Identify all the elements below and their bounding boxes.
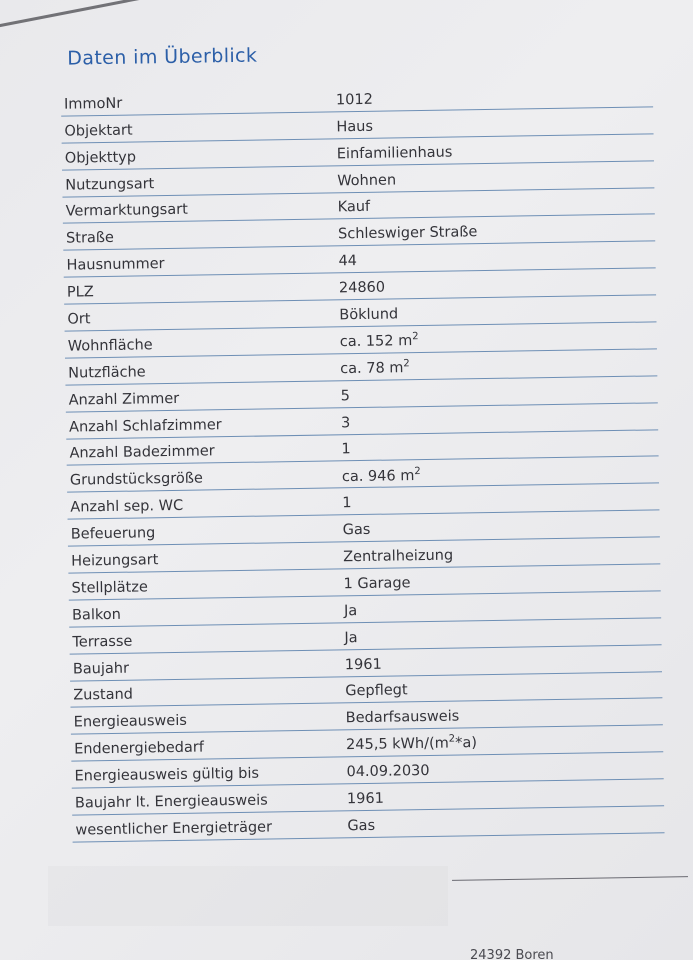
row-value-superscript: 2 (403, 358, 410, 370)
row-label: Zustand (73, 687, 134, 705)
row-value (345, 656, 382, 673)
row-label: Anzahl Badezimmer (69, 443, 215, 463)
row-value (347, 818, 375, 834)
row-value (343, 548, 453, 566)
row-value-text: 44 (338, 253, 358, 270)
row-label: Energieausweis gültig bis (74, 765, 260, 785)
row-value (346, 763, 429, 780)
row-value-text: Schleswiger Straße (337, 224, 478, 243)
row-value-text: ca. 152 m (339, 333, 413, 351)
row-value (339, 280, 385, 297)
row-value (337, 172, 396, 189)
row-value-text: Ja (343, 602, 358, 620)
row-value-text: 245,5 kWh/(m (345, 735, 449, 754)
row-value (341, 388, 350, 404)
row-label: Befeuerung (70, 525, 156, 543)
row-value (338, 224, 477, 242)
row-value (341, 442, 350, 458)
row-value-text: Haus (336, 118, 374, 136)
row-value (343, 575, 410, 592)
row-label: ImmoNr (63, 95, 123, 113)
row-label: Ort (67, 311, 91, 328)
row-value (345, 683, 408, 700)
row-value-text: 24860 (338, 279, 386, 297)
row-value-text: 1012 (335, 91, 374, 109)
row-label: Terrasse (72, 633, 133, 651)
row-label: Baujahr (72, 660, 130, 678)
row-value-superscript: 2 (412, 331, 419, 343)
row-value-text: 1 (342, 495, 352, 512)
row-label: Stellplätze (71, 579, 148, 597)
paper-edge-line (0, 0, 147, 29)
row-value (344, 603, 357, 619)
row-value (336, 119, 373, 136)
row-value-superscript: 2 (414, 465, 421, 477)
row-label: Hausnummer (66, 256, 165, 274)
row-value-text: Gepflegt (345, 682, 408, 700)
row-label: Objekttyp (64, 149, 137, 167)
row-label: Baujahr lt. Energieausweis (74, 792, 268, 812)
row-value-suffix: *a) (455, 735, 478, 752)
row-value (344, 630, 357, 646)
row-value (343, 522, 371, 538)
row-value-text: 1 Garage (343, 575, 411, 593)
row-value-text: 1 (341, 441, 351, 458)
row-value (338, 199, 371, 216)
row-value-text: Zentralheizung (343, 547, 454, 566)
row-value-text: Ja (344, 629, 358, 646)
row-label: Anzahl sep. WC (70, 498, 184, 516)
row-value-text: Gas (347, 817, 376, 835)
data-table (61, 80, 665, 842)
row-label: Nutzungsart (65, 175, 155, 194)
row-value (342, 466, 421, 485)
row-value (337, 144, 453, 162)
page-title: Daten im Überblick (67, 44, 258, 70)
row-label: PLZ (66, 284, 94, 301)
row-value-text: ca. 78 m (340, 360, 404, 378)
row-value-text: 1961 (344, 656, 382, 673)
row-value (340, 358, 410, 377)
row-label: Wohnfläche (67, 337, 153, 355)
row-label: Heizungsart (71, 552, 159, 570)
row-label: Anzahl Schlafzimmer (68, 416, 222, 436)
row-label: wesentlicher Energieträger (75, 819, 273, 839)
row-label: Anzahl Zimmer (68, 390, 180, 409)
row-value-text: Böklund (339, 306, 399, 324)
row-value (338, 253, 357, 269)
row-value-text: 04.09.2030 (346, 763, 430, 781)
row-value (339, 306, 398, 323)
row-label: Energieausweis (73, 713, 187, 731)
row-label: Nutzfläche (68, 364, 146, 382)
row-label: Straße (66, 230, 115, 247)
row-label: Vermarktungsart (65, 202, 188, 221)
row-value (346, 709, 460, 727)
row-label: Objektart (64, 122, 133, 140)
row-value (336, 92, 373, 109)
row-value (346, 734, 477, 754)
footer-address: 24392 Boren (470, 948, 554, 960)
row-value (341, 415, 350, 431)
row-value-text: Bedarfsausweis (345, 708, 460, 727)
row-value-text: 1961 (346, 790, 384, 808)
row-label: Grundstücksgröße (69, 470, 203, 489)
data-sheet (40, 30, 693, 920)
row-value-text: Gas (342, 522, 371, 539)
row-value (347, 791, 384, 808)
row-value (340, 331, 419, 350)
row-label: Endenergiebedarf (74, 739, 204, 758)
row-value-text: Wohnen (337, 171, 397, 189)
row-value-text: 3 (340, 414, 351, 431)
row-value-text: Einfamilienhaus (336, 144, 453, 163)
row-value-text: ca. 946 m (341, 467, 415, 485)
row-value (342, 495, 351, 511)
row-value-superscript: 2 (448, 734, 456, 746)
row-value-text: 5 (340, 387, 350, 405)
row-value-text: Kauf (337, 199, 371, 216)
row-label: Balkon (71, 606, 121, 624)
